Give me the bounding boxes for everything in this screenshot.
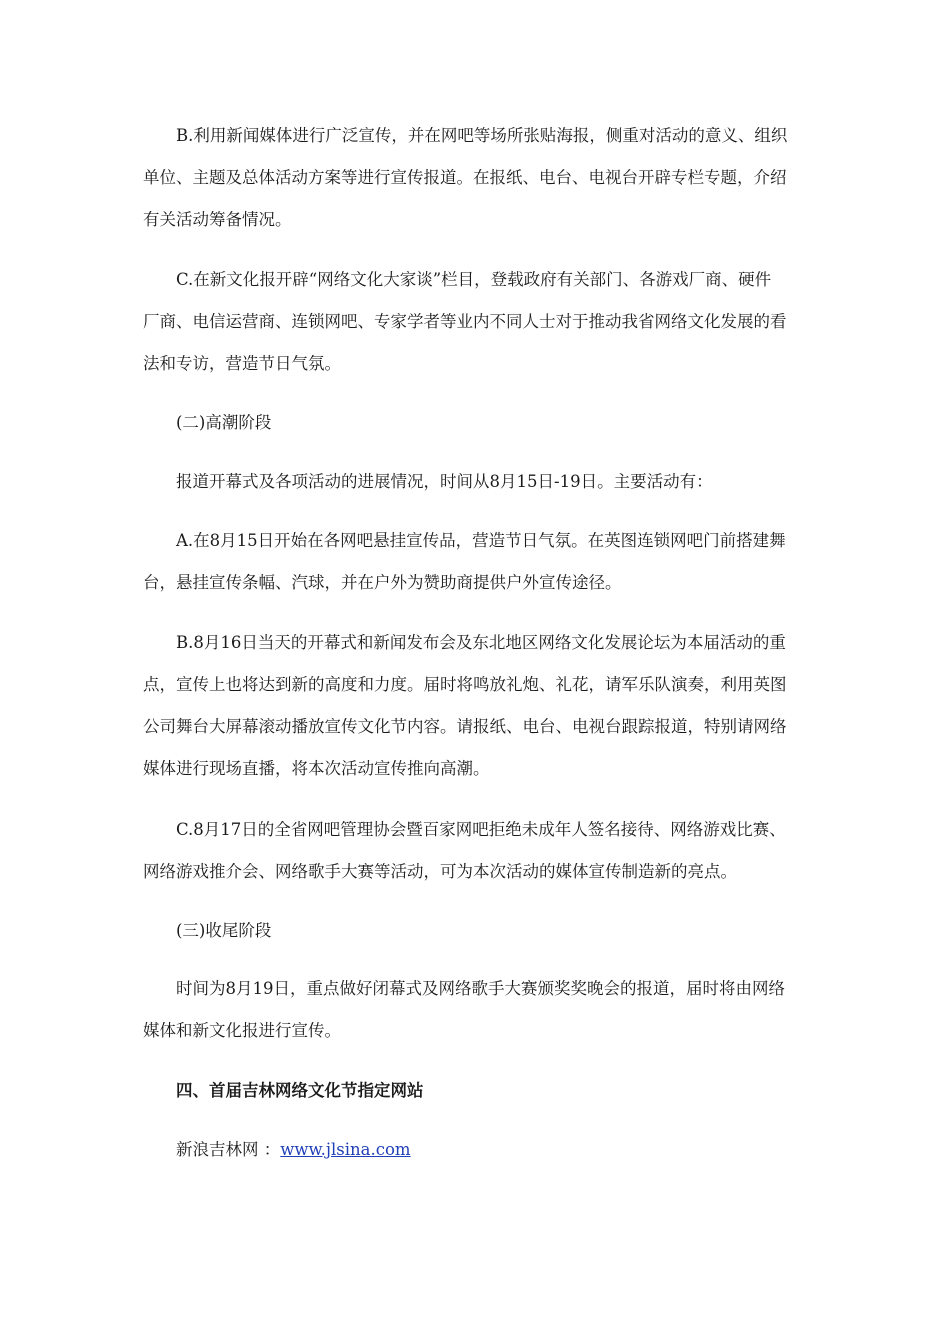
paragraph-closing bbox=[143, 968, 813, 1052]
website-row bbox=[143, 1129, 813, 1171]
website-line bbox=[143, 1129, 813, 1171]
paragraph-climax-a bbox=[143, 520, 813, 604]
section-heading-text: 四、首届吉林网络文化节指定网站 bbox=[176, 1081, 424, 1100]
paragraph-climax-intro bbox=[143, 461, 813, 503]
text-line: 报道开幕式及各项活动的进展情况，时间从8月15日-19日。主要活动有： bbox=[176, 472, 713, 491]
paragraph-climax-c bbox=[143, 809, 813, 893]
text-line: 厂商、电信运营商、连锁网吧、专家学者等业内不同人士对于推动我省网络文化发展的看 bbox=[143, 312, 787, 331]
subheading-closing-stage bbox=[143, 910, 813, 952]
text-line: 时间为8月19日，重点做好闭幕式及网络歌手大赛颁奖奖晚会的报道，届时将由网络 bbox=[176, 979, 785, 998]
text-line: (二)高潮阶段 bbox=[176, 413, 272, 432]
text-line: 点，宣传上也将达到新的高度和力度。届时将鸣放礼炮、礼花，请军乐队演奏，利用英图 bbox=[143, 675, 787, 694]
text-line: 公司舞台大屏幕滚动播放宣传文化节内容。请报纸、电台、电视台跟踪报道，特别请网络 bbox=[143, 717, 787, 736]
subheading-climax-stage bbox=[143, 402, 813, 444]
text-line: 网络游戏推介会、网络歌手大赛等活动，可为本次活动的媒体宣传制造新的亮点。 bbox=[143, 862, 737, 881]
text-line: A.在8月15日开始在各网吧悬挂宣传品，营造节日气氛。在英图连锁网吧门前搭建舞 bbox=[176, 531, 786, 550]
section-heading bbox=[143, 1070, 813, 1112]
text-line: B.利用新闻媒体进行广泛宣传，并在网吧等场所张贴海报，侧重对活动的意义、组织 bbox=[176, 126, 788, 145]
paragraph-climax-b bbox=[143, 622, 813, 790]
text-line: C.在新文化报开辟“网络文化大家谈”栏目，登载政府有关部门、各游戏厂商、硬件 bbox=[176, 270, 772, 289]
paragraph-publicity-c bbox=[143, 259, 813, 385]
paragraph-publicity-b bbox=[143, 115, 813, 241]
text-line: 法和专访，营造节日气氛。 bbox=[143, 354, 341, 373]
website-label: 新浪吉林网 ： bbox=[176, 1140, 281, 1159]
text-line: B.8月16日当天的开幕式和新闻发布会及东北地区网络文化发展论坛为本届活动的重 bbox=[176, 633, 786, 652]
text-line: 媒体进行现场直播，将本次活动宣传推向高潮。 bbox=[143, 759, 490, 778]
text-line: (三)收尾阶段 bbox=[176, 921, 272, 940]
text-line: 台，悬挂宣传条幅、汽球，并在户外为赞助商提供户外宣传途径。 bbox=[143, 573, 622, 592]
text-line: 有关活动筹备情况。 bbox=[143, 210, 292, 229]
website-link[interactable]: www.jlsina.com bbox=[280, 1140, 411, 1159]
text-line: C.8月17日的全省网吧管理协会暨百家网吧拒绝未成年人签名接待、网络游戏比赛、 bbox=[176, 820, 786, 839]
text-line: 媒体和新文化报进行宣传。 bbox=[143, 1021, 341, 1040]
text-line: 单位、主题及总体活动方案等进行宣传报道。在报纸、电台、电视台开辟专栏专题，介绍 bbox=[143, 168, 787, 187]
